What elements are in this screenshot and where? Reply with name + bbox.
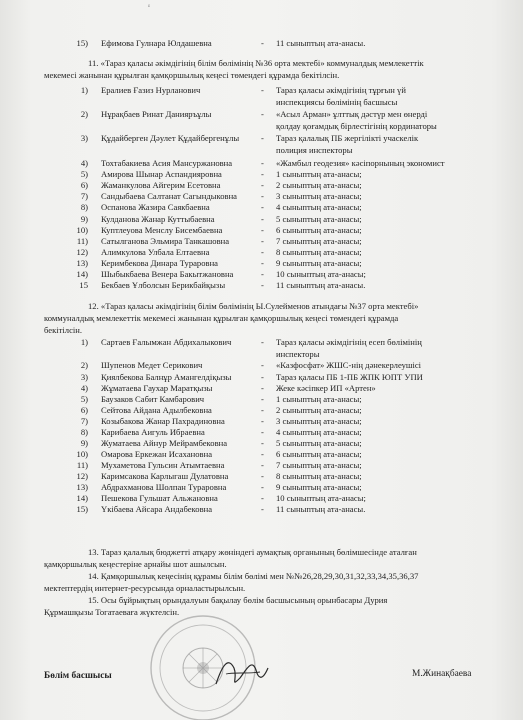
list-item <box>0 279 523 291</box>
member-name: Сартаев Ғалымжан Абдихалыкович <box>101 337 232 347</box>
list-item <box>0 108 523 120</box>
item-number: 7) <box>80 416 88 426</box>
member-role: «Казфосфат» ЖШС-нің дәнекерлеушісі <box>276 360 422 370</box>
member-name: Кулданова Жанар Куттыбаевна <box>101 214 215 224</box>
list-item <box>0 132 523 144</box>
paragraph-line: 13. Тараз қалалық бюджетті атқару жөніндегі аумақтық органының бөлімшесінде аталған <box>88 547 417 557</box>
dash: - <box>261 460 264 470</box>
paragraph-line: 15. Осы бұйрықтың орындалуын бақылау бөлім басшысының орынбасары Дурия <box>88 595 388 605</box>
dash: - <box>261 416 264 426</box>
item-number: 6) <box>80 180 88 190</box>
paragraph-line: 14. Қамқоршылық кеңесінің құрамы білім бөлімі мен №№26,28,29,30,31,32,33,34,35,36,37 <box>88 571 419 581</box>
signature-name: М.Жинақбаева <box>412 669 472 679</box>
dash: - <box>261 360 264 370</box>
item-number: 12) <box>76 471 88 481</box>
item-number: 11) <box>76 460 88 470</box>
dash: - <box>261 169 264 179</box>
item-number: 1) <box>80 337 88 347</box>
member-name: Сандыбаева Салтанат Сагындыковна <box>101 191 237 201</box>
list-item <box>0 84 523 96</box>
member-name: Ералиев Ғазиз Нурланович <box>101 85 201 95</box>
paragraph-line: коммуналдық мемлекеттік мекемесі жанынан құрылған қамқоршылық кеңесі төмендегі құрамда <box>44 313 399 323</box>
member-name: Нұрақбаев Ринат Данияръұлы <box>101 109 212 119</box>
item-number: 8) <box>80 202 88 212</box>
dash: - <box>261 449 264 459</box>
member-role: Тараз қалалық ПБ жергілікті учаскелік <box>276 133 419 143</box>
member-role: 4 сыныптың ата-анасы; <box>276 202 362 212</box>
member-name: Ефимова Гулнара Юлдашевна <box>101 38 212 48</box>
dash: - <box>261 269 264 279</box>
item-number: 12) <box>76 247 88 257</box>
member-name: Сатылганова Эльмира Танкашовна <box>101 236 230 246</box>
handwritten-signature <box>212 648 272 696</box>
member-name: Тохтабакиева Асия Мансуржановна <box>101 158 233 168</box>
dash: - <box>261 158 264 168</box>
dash: - <box>261 258 264 268</box>
member-name: Сейтова Айдана Адылбековна <box>101 405 212 415</box>
paragraph-line: 11. «Тараз қаласы әкімдігінің білім бөлімінің №36 орта мектебі» коммуналдық мемлекеттік <box>88 58 424 68</box>
item-number: 8) <box>80 427 88 437</box>
member-role: 3 сыныптың ата-анасы; <box>276 191 362 201</box>
item-number: 2) <box>80 109 88 119</box>
member-name: Алимкулова Улбала Елтаевна <box>101 247 210 257</box>
paragraph-12 <box>44 300 476 336</box>
member-role: Тараз қаласы әкімдігінің есеп бөлімінің <box>276 337 422 347</box>
member-name: Қиялбекова Балнұр Амангелдіқызы <box>101 372 232 382</box>
member-role: 6 сыныптың ата-анасы; <box>276 449 362 459</box>
member-role: «Асыл Арман» ұлттық дәстүр мен өнерді <box>276 109 428 119</box>
member-role: 11 сыныптың ата-анасы. <box>276 38 366 48</box>
member-role: 2 сыныптың ата-анасы; <box>276 180 362 190</box>
paragraph-line: мектептердің интернет-ресурсында орналастырылсын. <box>44 583 246 593</box>
list-item <box>0 359 523 371</box>
paragraph-line: қамқоршылық кеңестеріне арнайы шот ашылсын. <box>44 559 227 569</box>
item-number: 10) <box>76 225 88 235</box>
member-name: Омарова Еркежан Исахановна <box>101 449 213 459</box>
dash: - <box>261 236 264 246</box>
dash: - <box>261 191 264 201</box>
dash: - <box>261 180 264 190</box>
item-number: 10) <box>76 449 88 459</box>
member-name: Шупенов Медет Серикович <box>101 360 203 370</box>
item-number: 4) <box>80 158 88 168</box>
member-role: 8 сыныптың ата-анасы; <box>276 471 362 481</box>
list-item <box>0 503 523 515</box>
member-role: 11 сыныптың ата-анасы. <box>276 504 366 514</box>
member-name: Баузаков Сабит Камбарович <box>101 394 205 404</box>
member-role: 5 сыныптың ата-анасы; <box>276 214 362 224</box>
item-number: 15 <box>79 280 88 290</box>
member-role: 10 сыныптың ата-анасы; <box>276 493 366 503</box>
member-name: Пешекова Гульшат Альжановна <box>101 493 218 503</box>
member-role: 11 сыныптың ата-анасы. <box>276 280 366 290</box>
member-role-continued: инспекторы <box>276 349 320 359</box>
paragraph-15 <box>44 594 476 618</box>
item-number: 15) <box>76 504 88 514</box>
dash: - <box>261 438 264 448</box>
member-role: 7 сыныптың ата-анасы; <box>276 236 362 246</box>
dash: - <box>261 247 264 257</box>
dash: - <box>261 109 264 119</box>
member-name: Құдайберген Дәулет Құдайбергенұлы <box>101 133 240 143</box>
paragraph-line: мекемесі жанынан құрылған қамқоршылық кеңесі төмендегі құрамда бекітілсін. <box>44 70 340 80</box>
member-name: Керимбекова Динара Тураровна <box>101 258 218 268</box>
paragraph-13 <box>44 546 476 570</box>
member-role: 8 сыныптың ата-анасы; <box>276 247 362 257</box>
member-role: «Жамбыл геодезия» кәсіпорнының экономист <box>276 158 445 168</box>
dash: - <box>261 85 264 95</box>
item-number: 3) <box>80 372 88 382</box>
dash: - <box>261 372 264 382</box>
member-role-continued: полиция инспекторы <box>276 145 353 155</box>
item-number: 13) <box>76 258 88 268</box>
item-number: 7) <box>80 191 88 201</box>
member-role: 4 сыныптың ата-анасы; <box>276 427 362 437</box>
list-item <box>0 201 523 213</box>
item-number: 14) <box>76 269 88 279</box>
member-role-continued: қолдау қоғамдық бірлестігінің кординаторы <box>276 121 437 131</box>
dash: - <box>261 280 264 290</box>
dash: - <box>261 493 264 503</box>
member-name: Жаманкулова Айгерим Есетовна <box>101 180 221 190</box>
member-name: Бекбаев Ұлболсын Берикбайқызы <box>101 280 226 290</box>
dash: - <box>261 471 264 481</box>
dash: - <box>261 383 264 393</box>
member-name: Абдрахманова Шолпан Тураровна <box>101 482 227 492</box>
member-role: Тараз қаласы ПБ 1-ПБ ЖПК ЮПТ УПИ <box>276 372 423 382</box>
member-role: Тараз қаласы әкімдігінің тұрғын үй <box>276 85 406 95</box>
member-role: 6 сыныптың ата-анасы; <box>276 225 362 235</box>
item-number: 13) <box>76 482 88 492</box>
paragraph-line: Құрмашқызы Тогатаеваға жүктелсін. <box>44 607 180 617</box>
item-number: 6) <box>80 405 88 415</box>
signature-title: Бөлім басшысы <box>44 671 112 681</box>
item-number: 3) <box>80 133 88 143</box>
member-role: 3 сыныптың ата-анасы; <box>276 416 362 426</box>
member-name: Амирова Шынар Аспандияровна <box>101 169 222 179</box>
member-role: 2 сыныптың ата-анасы; <box>276 405 362 415</box>
paragraph-line: 12. «Тараз қаласы әкімдігінің білім бөлімінің Ы.Сулейменов атындағы №37 орта мектебі» <box>88 301 419 311</box>
member-name: Козыбакова Жанар Пахрадиновна <box>101 416 225 426</box>
item-number: 15) <box>76 38 88 48</box>
list-item <box>0 37 523 49</box>
item-number: 5) <box>80 394 88 404</box>
dash: - <box>261 202 264 212</box>
member-name: Үкібаева Айсара Андабековна <box>101 504 213 514</box>
item-number: 5) <box>80 169 88 179</box>
member-name: Мухаметова Гульсин Атымтаевна <box>101 460 225 470</box>
member-name: Карибаева Аигуль Ибраевна <box>101 427 205 437</box>
member-role: 9 сыныптың ата-анасы; <box>276 482 362 492</box>
dash: - <box>261 427 264 437</box>
member-name: Оспанова Жазира Саякбаевна <box>101 202 210 212</box>
dash: - <box>261 133 264 143</box>
member-name: Куптлеуова Менслу Бисембаевна <box>101 225 223 235</box>
dash: - <box>261 337 264 347</box>
dash: - <box>261 394 264 404</box>
member-name: Каримсакова Карлыгаш Дулатовна <box>101 471 229 481</box>
member-name: Шыбыкбаева Венера Бакытжановна <box>101 269 234 279</box>
item-number: 9) <box>80 438 88 448</box>
member-role: 1 сыныптың ата-анасы; <box>276 394 362 404</box>
item-number: 1) <box>80 85 88 95</box>
item-number: 14) <box>76 493 88 503</box>
member-name: Жуматаева Айнур Мейрамбековна <box>101 438 228 448</box>
member-role: 9 сыныптың ата-анасы; <box>276 258 362 268</box>
dash: - <box>261 405 264 415</box>
member-role: 7 сыныптың ата-анасы; <box>276 460 362 470</box>
item-number: 4) <box>80 383 88 393</box>
dash: - <box>261 504 264 514</box>
paragraph-14 <box>44 570 476 594</box>
member-role: 1 сыныптың ата-анасы; <box>276 169 362 179</box>
dash: - <box>261 38 264 48</box>
item-number: 2) <box>80 360 88 370</box>
paragraph-11 <box>44 57 476 81</box>
member-role: Жеке кәсіпкер ИП «Артен» <box>276 383 376 393</box>
dash: - <box>261 482 264 492</box>
scan-mark: ᵍ <box>148 4 150 10</box>
member-role: 10 сыныптың ата-анасы; <box>276 269 366 279</box>
member-name: Жұматаева Гаухар Маратқызы <box>101 383 213 393</box>
dash: - <box>261 214 264 224</box>
member-role: 5 сыныптың ата-анасы; <box>276 438 362 448</box>
member-role-continued: инспекциясы бөлімінің басшысы <box>276 97 398 107</box>
list-item <box>0 336 523 348</box>
dash: - <box>261 225 264 235</box>
paragraph-line: бекітілсін. <box>44 325 83 335</box>
item-number: 11) <box>76 236 88 246</box>
item-number: 9) <box>80 214 88 224</box>
